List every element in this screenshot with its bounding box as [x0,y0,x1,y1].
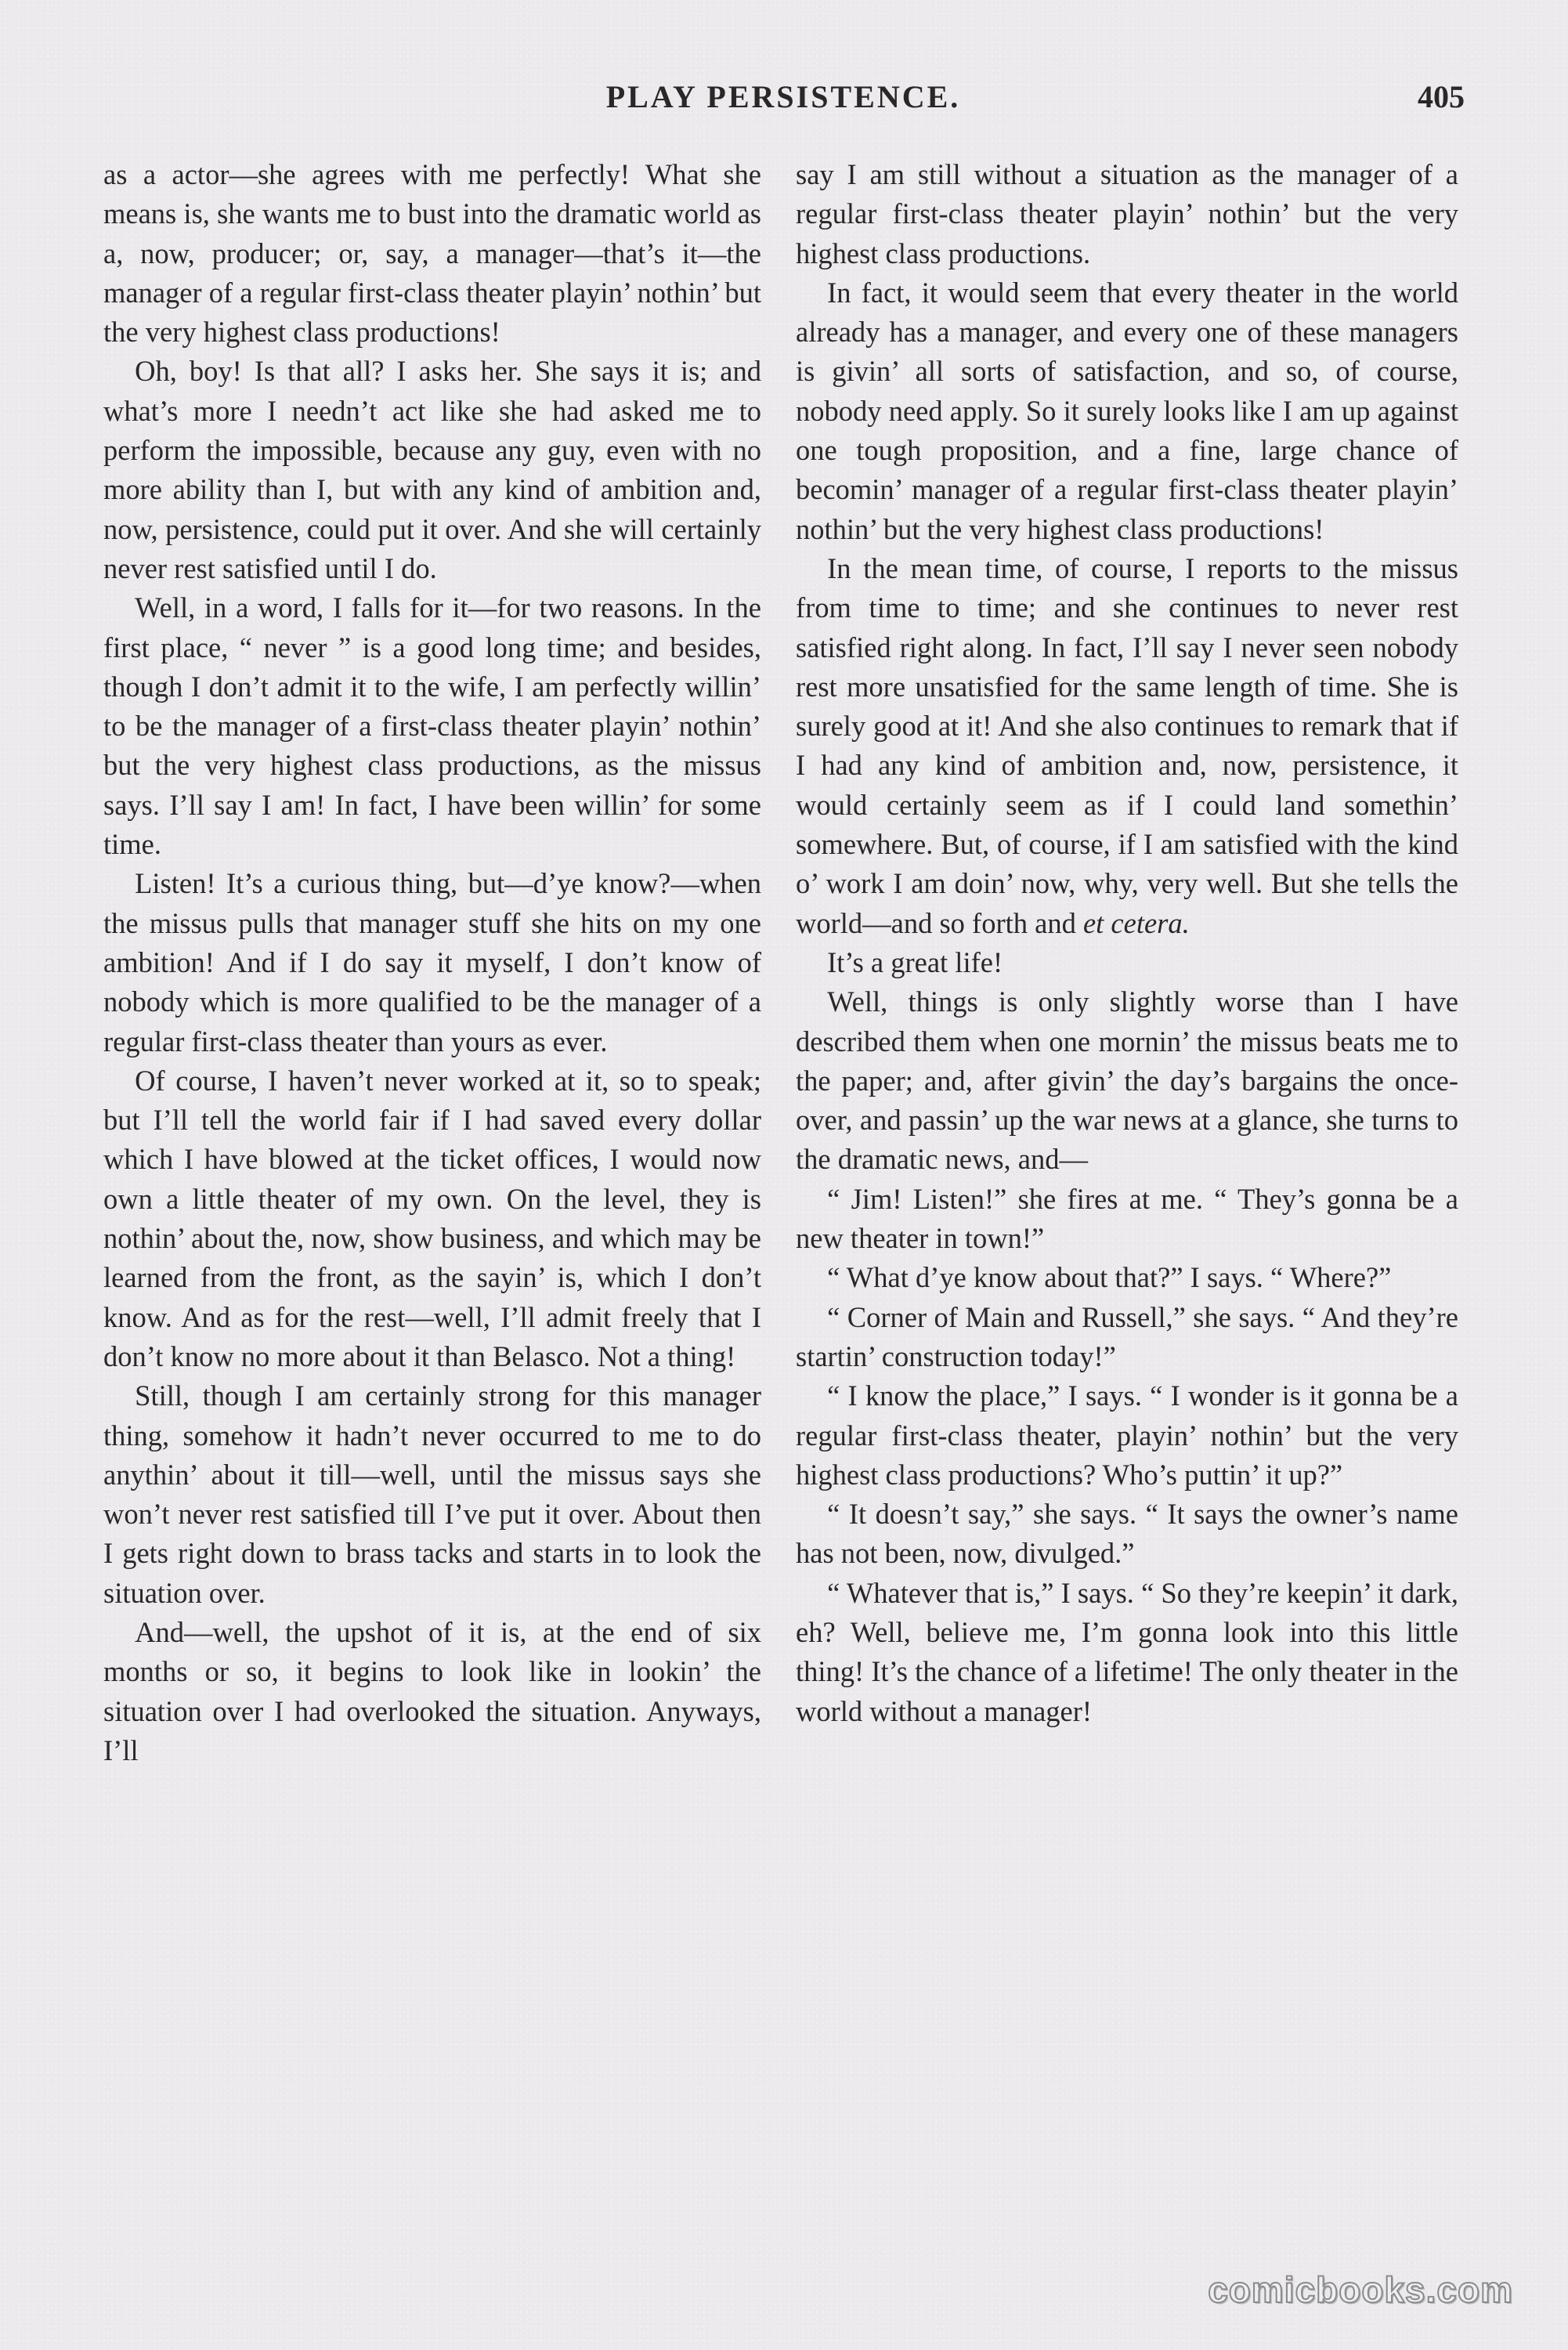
paragraph: In fact, it would seem that every theater in the world already has a manager, and every one of these managers is givin’ all sorts of satisfaction, and so, of course, nobody need apply. So it surely looks like I am up against one tough proposition, and a fine, large chance of becomin’ manager of a regular first-class theater playin’ nothin’ but the very highest class productions! [796,276,1458,545]
paragraph: Listen! It’s a curious thing, but—d’ye know?—when the missus pulls that manager stuff she hits on my one ambition! And if I do say it myself, I don’t know of nobody which is more qualified to be the manager of a regular first-class theater than yours as ever. [103,867,761,1058]
paragraph: And—well, the upshot of it is, at the end of six months or so, it begins to look like in lookin’ the situation over I had overlooked the situation. Anyways, I’ll [103,1615,761,1766]
paragraph: “ I know the place,” I says. “ I wonder is it gonna be a regular first-class theater, playin’ nothin’ but the very highest class productions? Who’s puttin’ it up?” [796,1379,1458,1491]
paragraph-text: In the mean time, of course, I reports to the missus from time to time; and she continues to never rest satisfied right along. In fact, I’ll say I never seen nobody rest more unsatisfied for the same length of time. She is surely good at it! And she also continues to remark that if I had any kind of ambition and, now, persistence, it would certainly seem as if I could land somethin’ somewhere. But, of course, if I am satisfied with the kind o’ work I am doin’ now, why, very well. But she tells the world—and so forth and [796,551,1458,939]
paragraph: It’s a great life! [827,945,1003,978]
running-header [102,78,1465,125]
italic-phrase: et cetera. [1082,906,1190,939]
paragraph: “ Jim! Listen!” she fires at me. “ They’s gonna be a new theater in town!” [796,1182,1458,1255]
paragraph: “ Whatever that is,” I says. “ So they’re keepin’ it dark, eh? Well, believe me, I’m gonna look into this little thing! It’s the chance of a lifetime! The only theater in the world without a manager! [796,1576,1458,1727]
page-title: PLAY PERSISTENCE. [605,79,961,114]
paragraph: “ It doesn’t say,” she says. “ It says the owner’s name has not been, now, divulged.” [796,1498,1458,1570]
paragraph [796,549,1458,943]
paragraph: say I am still without a situation as the manager of a regular first-class theater playin’ nothin’ but the very highest class productions. [796,158,1458,269]
paragraph: Of course, I haven’t never worked at it, so to speak; but I’ll tell the world fair if I had saved every dollar which I have blowed at the ticket offices, I would now own a little theater of my own. On the level, they is nothin’ about the, now, show business, and which may be learned from the front, as the sayin’ is, which I don’t know. And as for the rest—well, I’ll admit freely that I don’t know no more about it than Belasco. Not a thing! [103,1064,761,1372]
watermark: comicbooks.com [1208,2269,1513,2310]
right-column [796,155,1458,1731]
paragraph: Well, in a word, I falls for it—for two reasons. In the first place, “ never ” is a good long time; and besides, though I don’t admit it to the wife, I am perfectly willin’ to be the manager of a first-class theater playin’ nothin’ but the very highest class productions, as the missus says. I’ll say I am! In fact, I have been willin’ for some time. [103,591,761,861]
paragraph: Still, though I am certainly strong for this manager thing, somehow it hadn’t never occurred to me to do anythin’ about it till—well, until the missus says she won’t never rest satisfied till I’ve put it over. About then I gets right down to brass tacks and starts in to look the situation over. [103,1379,761,1609]
paragraph: Well, things is only slightly worse than I have described them when one mornin’ the missus beats me to the paper; and, after givin’ the day’s bargains the once-over, and passin’ up the war news at a glance, she turns to the dramatic news, and— [796,985,1458,1176]
left-column [103,155,761,1770]
page-number: 405 [1418,79,1465,114]
paragraph: “ Corner of Main and Russell,” she says. “ And they’re startin’ construction today!” [796,1300,1458,1372]
paragraph: Oh, boy! Is that all? I asks her. She says it is; and what’s more I needn’t act like she had asked me to perform the impossible, because any guy, even with no more ability than I, but with any kind of ambition and, now, persistence, could put it over. And she will certainly never rest satisfied until I do. [103,355,761,584]
paragraph: as a actor—she agrees with me perfectly! What she means is, she wants me to bust into the dramatic world as a, now, producer; or, say, a manager—that’s it—the manager of a regular first-class theater playin’ nothin’ but the very highest class productions! [103,158,761,349]
paragraph: “ What d’ye know about that?” I says. “ Where?” [827,1261,1392,1294]
